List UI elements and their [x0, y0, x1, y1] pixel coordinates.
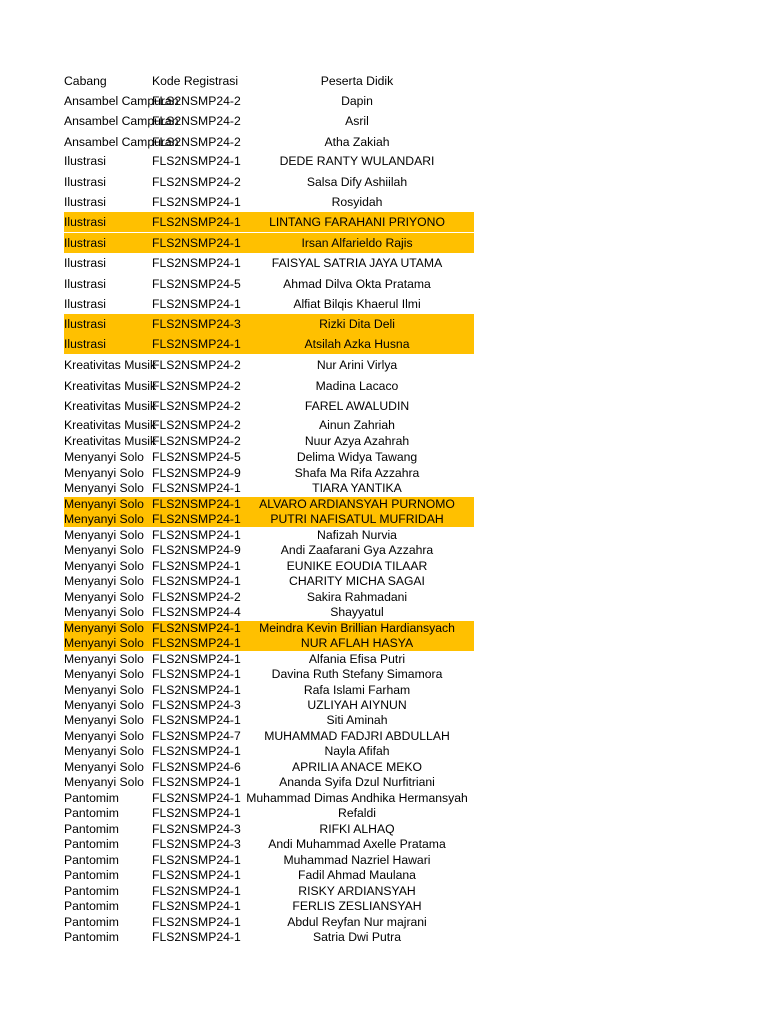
- cell-kode-registrasi: FLS2NSMP24-3: [152, 698, 241, 713]
- cell-cabang: Pantomim: [64, 884, 119, 899]
- cell-cabang: Menyanyi Solo: [64, 574, 144, 589]
- table-row: [64, 376, 474, 396]
- table-row: [64, 253, 474, 273]
- table-row: [64, 434, 474, 449]
- cell-kode-registrasi: FLS2NSMP24-1: [152, 336, 241, 351]
- cell-cabang: Menyanyi Solo: [64, 512, 144, 527]
- cell-cabang: Kreativitas Musik: [64, 357, 157, 372]
- cell-cabang: Ilustrasi: [64, 316, 106, 331]
- cell-peserta-didik: LINTANG FARAHANI PRIYONO: [269, 214, 445, 229]
- cell-peserta-didik: PUTRI NAFISATUL MUFRIDAH: [270, 512, 444, 527]
- cell-peserta-didik: CHARITY MICHA SAGAI: [289, 574, 425, 589]
- cell-peserta-didik: FAISYAL SATRIA JAYA UTAMA: [271, 255, 443, 270]
- cell-cabang: Kreativitas Musik: [64, 398, 157, 413]
- cell-kode-registrasi: FLS2NSMP24-1: [152, 683, 241, 698]
- table-row: [64, 806, 474, 821]
- table-row: [64, 466, 474, 481]
- cell-peserta-didik: Rosyidah: [331, 194, 383, 209]
- cell-peserta-didik: FERLIS ZESLIANSYAH: [292, 899, 422, 914]
- cell-cabang: Menyanyi Solo: [64, 729, 144, 744]
- table-row: [64, 512, 474, 527]
- cell-peserta-didik: Madina Lacaco: [315, 378, 399, 393]
- cell-peserta-didik: Rizki Dita Deli: [319, 316, 395, 331]
- table-row: [64, 775, 474, 790]
- header-cabang: Cabang: [64, 73, 107, 88]
- cell-peserta-didik: EUNIKE EOUDIA TILAAR: [286, 559, 428, 574]
- header-kode-registrasi: Kode Registrasi: [152, 73, 239, 88]
- cell-kode-registrasi: FLS2NSMP24-1: [152, 512, 241, 527]
- table-row: [64, 698, 474, 713]
- cell-peserta-didik: APRILIA ANACE MEKO: [291, 760, 423, 775]
- table-row: [64, 621, 474, 636]
- cell-kode-registrasi: FLS2NSMP24-5: [152, 450, 241, 465]
- cell-peserta-didik: Delima Widya Tawang: [296, 450, 418, 465]
- cell-peserta-didik: Nuur Azya Azahrah: [304, 434, 410, 449]
- cell-peserta-didik: Davina Ruth Stefany Simamora: [271, 667, 443, 682]
- table-row: [64, 294, 474, 314]
- cell-cabang: Pantomim: [64, 853, 119, 868]
- cell-peserta-didik: Shayyatul: [330, 605, 384, 620]
- cell-cabang: Menyanyi Solo: [64, 543, 144, 558]
- cell-cabang: Ilustrasi: [64, 194, 106, 209]
- table-row: [64, 605, 474, 620]
- cell-kode-registrasi: FLS2NSMP24-1: [152, 868, 241, 883]
- cell-peserta-didik: DEDE RANTY WULANDARI: [279, 153, 435, 168]
- cell-cabang: Menyanyi Solo: [64, 775, 144, 790]
- cell-cabang: Pantomim: [64, 806, 119, 821]
- cell-kode-registrasi: FLS2NSMP24-1: [152, 636, 241, 651]
- cell-kode-registrasi: FLS2NSMP24-1: [152, 481, 241, 496]
- table-row: [64, 884, 474, 899]
- table-row: [64, 822, 474, 837]
- cell-peserta-didik: ALVARO ARDIANSYAH PURNOMO: [259, 497, 455, 512]
- cell-kode-registrasi: FLS2NSMP24-2: [152, 93, 241, 108]
- cell-cabang: Pantomim: [64, 837, 119, 852]
- table-row: [64, 574, 474, 589]
- table-row: [64, 590, 474, 605]
- cell-cabang: Menyanyi Solo: [64, 636, 144, 651]
- cell-cabang: Kreativitas Musik: [64, 434, 157, 449]
- cell-peserta-didik: UZLIYAH AIYNUN: [307, 698, 407, 713]
- table-row: [64, 192, 474, 212]
- cell-kode-registrasi: FLS2NSMP24-1: [152, 497, 241, 512]
- cell-cabang: Menyanyi Solo: [64, 559, 144, 574]
- cell-cabang: Ansambel Campuran: [64, 134, 179, 149]
- table-row: [64, 481, 474, 496]
- cell-cabang: Ilustrasi: [64, 174, 106, 189]
- cell-kode-registrasi: FLS2NSMP24-3: [152, 837, 241, 852]
- cell-cabang: Ansambel Campuran: [64, 113, 179, 128]
- cell-kode-registrasi: FLS2NSMP24-1: [152, 806, 241, 821]
- table-row: [64, 314, 474, 334]
- cell-kode-registrasi: FLS2NSMP24-1: [152, 574, 241, 589]
- table-row: [64, 91, 474, 111]
- cell-peserta-didik: Muhammad Dimas Andhika Hermansyah: [246, 791, 468, 806]
- table-row: [64, 899, 474, 914]
- cell-cabang: Pantomim: [64, 868, 119, 883]
- cell-peserta-didik: Satria Dwi Putra: [312, 930, 402, 945]
- cell-kode-registrasi: FLS2NSMP24-4: [152, 605, 241, 620]
- cell-peserta-didik: FAREL AWALUDIN: [304, 398, 410, 413]
- cell-peserta-didik: Asril: [345, 113, 369, 128]
- table-row: [64, 355, 474, 375]
- cell-cabang: Ilustrasi: [64, 296, 106, 311]
- cell-cabang: Menyanyi Solo: [64, 713, 144, 728]
- table-row: [64, 497, 474, 512]
- header-peserta-didik: Peserta Didik: [320, 73, 394, 88]
- table-row: [64, 233, 474, 253]
- cell-cabang: Kreativitas Musik: [64, 418, 157, 433]
- table-row: [64, 837, 474, 852]
- cell-kode-registrasi: FLS2NSMP24-1: [152, 296, 241, 311]
- cell-peserta-didik: Siti Aminah: [326, 713, 388, 728]
- cell-peserta-didik: Salsa Dify Ashiilah: [306, 174, 408, 189]
- table-row: [64, 334, 474, 354]
- cell-peserta-didik: Sakira Rahmadani: [306, 590, 408, 605]
- cell-cabang: Kreativitas Musik: [64, 378, 157, 393]
- cell-kode-registrasi: FLS2NSMP24-2: [152, 378, 241, 393]
- cell-kode-registrasi: FLS2NSMP24-5: [152, 276, 241, 291]
- cell-cabang: Menyanyi Solo: [64, 450, 144, 465]
- table-row: [64, 396, 474, 416]
- cell-kode-registrasi: FLS2NSMP24-1: [152, 153, 241, 168]
- cell-cabang: Ilustrasi: [64, 276, 106, 291]
- cell-cabang: Menyanyi Solo: [64, 528, 144, 543]
- cell-kode-registrasi: FLS2NSMP24-2: [152, 357, 241, 372]
- table-row: [64, 683, 474, 698]
- cell-peserta-didik: Fadil Ahmad Maulana: [298, 868, 416, 883]
- cell-cabang: Menyanyi Solo: [64, 683, 144, 698]
- cell-cabang: Menyanyi Solo: [64, 497, 144, 512]
- cell-cabang: Ilustrasi: [64, 336, 106, 351]
- cell-cabang: Pantomim: [64, 899, 119, 914]
- cell-kode-registrasi: FLS2NSMP24-1: [152, 235, 241, 250]
- cell-cabang: Menyanyi Solo: [64, 590, 144, 605]
- cell-peserta-didik: Ananda Syifa Dzul Nurfitriani: [279, 775, 435, 790]
- cell-kode-registrasi: FLS2NSMP24-1: [152, 255, 241, 270]
- cell-cabang: Pantomim: [64, 915, 119, 930]
- table-row: [64, 172, 474, 192]
- table-row: [64, 212, 474, 232]
- cell-cabang: Menyanyi Solo: [64, 481, 144, 496]
- table-row: [64, 274, 474, 294]
- cell-cabang: Ilustrasi: [64, 255, 106, 270]
- cell-kode-registrasi: FLS2NSMP24-2: [152, 134, 241, 149]
- table-row: [64, 559, 474, 574]
- cell-kode-registrasi: FLS2NSMP24-2: [152, 590, 241, 605]
- cell-cabang: Ilustrasi: [64, 214, 106, 229]
- cell-peserta-didik: Refaldi: [338, 806, 376, 821]
- cell-peserta-didik: MUHAMMAD FADJRI ABDULLAH: [264, 729, 450, 744]
- cell-peserta-didik: Nafizah Nurvia: [317, 528, 397, 543]
- cell-kode-registrasi: FLS2NSMP24-2: [152, 113, 241, 128]
- cell-cabang: Menyanyi Solo: [64, 744, 144, 759]
- cell-kode-registrasi: FLS2NSMP24-2: [152, 418, 241, 433]
- cell-kode-registrasi: FLS2NSMP24-2: [152, 174, 241, 189]
- cell-kode-registrasi: FLS2NSMP24-1: [152, 744, 241, 759]
- table-row: [64, 791, 474, 806]
- cell-kode-registrasi: FLS2NSMP24-7: [152, 729, 241, 744]
- cell-cabang: Pantomim: [64, 822, 119, 837]
- cell-kode-registrasi: FLS2NSMP24-1: [152, 621, 241, 636]
- table-row: [64, 930, 474, 945]
- cell-peserta-didik: Alfania Efisa Putri: [308, 652, 406, 667]
- cell-peserta-didik: Nayla Afifah: [324, 744, 390, 759]
- cell-kode-registrasi: FLS2NSMP24-2: [152, 434, 241, 449]
- table-row: [64, 132, 474, 152]
- table-row: [64, 652, 474, 667]
- cell-cabang: Ilustrasi: [64, 235, 106, 250]
- cell-kode-registrasi: FLS2NSMP24-1: [152, 791, 241, 806]
- table-row: [64, 853, 474, 868]
- cell-cabang: Pantomim: [64, 791, 119, 806]
- table-row: [64, 450, 474, 465]
- cell-peserta-didik: RIFKI ALHAQ: [319, 822, 395, 837]
- cell-peserta-didik: Dapin: [341, 93, 373, 108]
- cell-kode-registrasi: FLS2NSMP24-1: [152, 915, 241, 930]
- cell-cabang: Menyanyi Solo: [64, 652, 144, 667]
- cell-peserta-didik: NUR AFLAH HASYA: [300, 636, 414, 651]
- cell-cabang: Menyanyi Solo: [64, 667, 144, 682]
- table-row: [64, 636, 474, 651]
- cell-peserta-didik: Atsilah Azka Husna: [304, 336, 410, 351]
- cell-kode-registrasi: FLS2NSMP24-1: [152, 652, 241, 667]
- cell-peserta-didik: TIARA YANTIKA: [312, 481, 402, 496]
- cell-kode-registrasi: FLS2NSMP24-3: [152, 822, 241, 837]
- cell-kode-registrasi: FLS2NSMP24-1: [152, 528, 241, 543]
- cell-kode-registrasi: FLS2NSMP24-1: [152, 214, 241, 229]
- cell-kode-registrasi: FLS2NSMP24-1: [152, 194, 241, 209]
- cell-peserta-didik: Andi Muhammad Axelle Pratama: [268, 837, 446, 852]
- cell-kode-registrasi: FLS2NSMP24-1: [152, 930, 241, 945]
- table-row: [64, 868, 474, 883]
- cell-peserta-didik: Shafa Ma Rifa Azzahra: [294, 466, 420, 481]
- cell-kode-registrasi: FLS2NSMP24-1: [152, 667, 241, 682]
- cell-peserta-didik: Atha Zakiah: [324, 134, 390, 149]
- cell-cabang: Menyanyi Solo: [64, 621, 144, 636]
- cell-kode-registrasi: FLS2NSMP24-3: [152, 316, 241, 331]
- cell-peserta-didik: Rafa Islami Farham: [303, 683, 411, 698]
- header-row: [64, 71, 474, 91]
- cell-kode-registrasi: FLS2NSMP24-6: [152, 760, 241, 775]
- table-row: [64, 543, 474, 558]
- cell-kode-registrasi: FLS2NSMP24-2: [152, 398, 241, 413]
- cell-peserta-didik: Alfiat Bilqis Khaerul Ilmi: [293, 296, 421, 311]
- cell-peserta-didik: Abdul Reyfan Nur majrani: [287, 915, 427, 930]
- cell-cabang: Menyanyi Solo: [64, 698, 144, 713]
- table-row: [64, 744, 474, 759]
- cell-kode-registrasi: FLS2NSMP24-1: [152, 775, 241, 790]
- table-row: [64, 111, 474, 131]
- cell-peserta-didik: Irsan Alfarieldo Rajis: [301, 235, 413, 250]
- cell-cabang: Menyanyi Solo: [64, 466, 144, 481]
- cell-kode-registrasi: FLS2NSMP24-9: [152, 466, 241, 481]
- cell-peserta-didik: Andi Zaafarani Gya Azzahra: [280, 543, 434, 558]
- table-row: [64, 151, 474, 171]
- cell-peserta-didik: Ainun Zahriah: [319, 418, 395, 433]
- cell-peserta-didik: Meindra Kevin Brillian Hardiansyach: [259, 621, 455, 636]
- cell-kode-registrasi: FLS2NSMP24-1: [152, 884, 241, 899]
- cell-cabang: Menyanyi Solo: [64, 760, 144, 775]
- cell-cabang: Pantomim: [64, 930, 119, 945]
- cell-cabang: Ilustrasi: [64, 153, 106, 168]
- cell-cabang: Menyanyi Solo: [64, 605, 144, 620]
- cell-kode-registrasi: FLS2NSMP24-1: [152, 559, 241, 574]
- cell-peserta-didik: Nur Arini Virlya: [316, 357, 398, 372]
- cell-cabang: Ansambel Campuran: [64, 93, 179, 108]
- table-row: [64, 915, 474, 930]
- cell-kode-registrasi: FLS2NSMP24-1: [152, 713, 241, 728]
- cell-kode-registrasi: FLS2NSMP24-1: [152, 853, 241, 868]
- cell-kode-registrasi: FLS2NSMP24-9: [152, 543, 241, 558]
- table-row: [64, 713, 474, 728]
- cell-peserta-didik: Muhammad Nazriel Hawari: [283, 853, 431, 868]
- table-row: [64, 729, 474, 744]
- table-row: [64, 667, 474, 682]
- cell-peserta-didik: RISKY ARDIANSYAH: [298, 884, 416, 899]
- table-row: [64, 528, 474, 543]
- table-row: [64, 418, 474, 433]
- cell-peserta-didik: Ahmad Dilva Okta Pratama: [283, 276, 431, 291]
- cell-kode-registrasi: FLS2NSMP24-1: [152, 899, 241, 914]
- table-row: [64, 760, 474, 775]
